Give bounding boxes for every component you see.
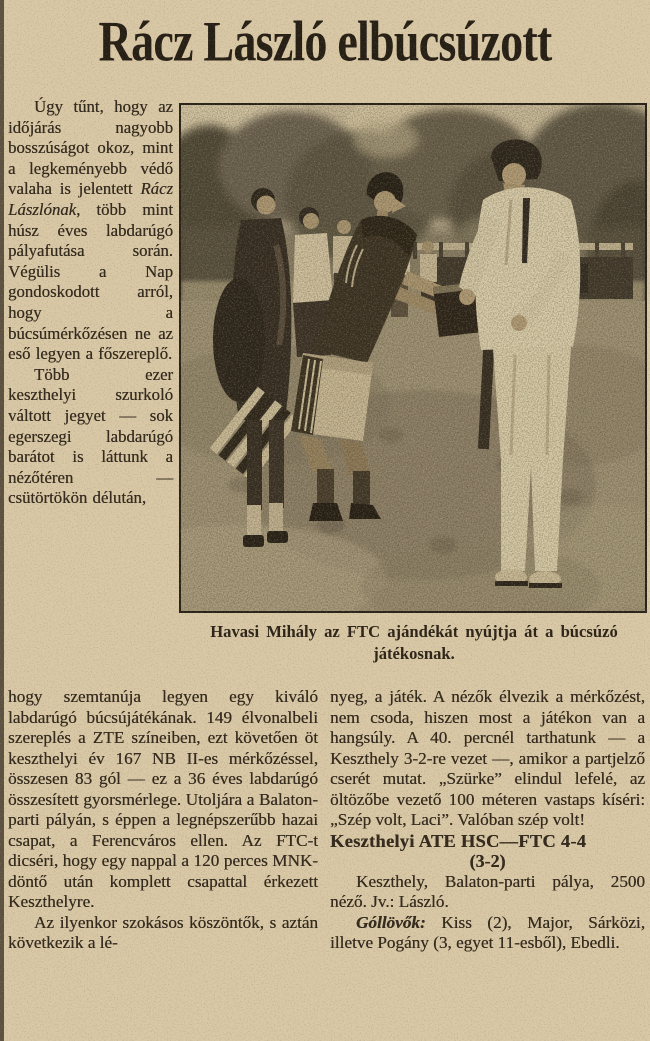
intro-text-start: Úgy tűnt, hogy az időjárás nagyobb bosszúságot okoz, mint a legkeményebb védő valaha is jelentett xyxy=(8,97,173,199)
photo-grain-light xyxy=(181,105,645,611)
column-bottom-left xyxy=(8,687,318,954)
page-edge-rule xyxy=(0,0,4,1041)
photo-illustration xyxy=(181,105,645,611)
column-bottom-right xyxy=(330,687,645,954)
paragraph-match: nyeg, a játék. A nézők élvezik a mérkőzést, nem csoda, hiszen most a játékon van a hangsúly. A 40. percnél tarthatunk — a Keszthely 3-2-re vezet —, amikor a partjelző cserét mutat. „Szürke” elindul lefelé, az öltözőbe vezető 100 méteren vastaps kíséri: „Szép volt, Laci”. Valóban szép volt! xyxy=(330,687,645,829)
paragraph-intro xyxy=(8,97,173,365)
paragraph-greetings: Az ilyenkor szokásos köszöntők, s aztán következik a lé- xyxy=(8,912,318,952)
scorers-list: Kiss (2), Major, Sárközi, illetve Pogány (3, egyet 11-esből), Ebedli. xyxy=(330,912,645,952)
paragraph-crowd: Több ezer keszthelyi szurkoló váltott jegyet — sok egerszegi labdarúgó barátot is láttunk a nézőtéren — csütörtökön délután, xyxy=(8,364,173,508)
player-name-italic: Rácz Lászlónak xyxy=(8,179,173,219)
paragraph-scorers xyxy=(330,913,645,954)
column-intro xyxy=(8,97,173,509)
scorers-label: Góllövők: xyxy=(356,912,426,932)
paragraph-venue: Keszthely, Balaton-parti pálya, 2500 néző. Jv.: László. xyxy=(330,871,645,911)
paragraph-career: hogy szemtanúja legyen egy kiváló labdarúgó búcsújátékának. 149 élvonalbeli szereplés a ZTE színeiben, ezt követően öt keszthelyi év 167 NB II-es mérkőzéssel, összesen 83 gól — ez a 36 éves labdarúgó összesített gyorsmérlege. Utoljára a Balaton-parti pályán, s éppen a legnépszerűbb hazai csapat, a Ferencváros ellen. Az FTC-t dicséri, hogy egy nappal a 120 perces MNK-döntő után komplett csapattal érkezett Keszthelyre. xyxy=(8,687,318,911)
match-result-line: Keszthelyi ATE HSC—FTC 4-4 xyxy=(330,830,587,851)
intro-text-end: , több mint húsz éves labdarúgó pályafutása során. Végülis a Nap gondoskodott arról, hogy a búcsúmérkőzésen ne az eső legyen a főszereplő. xyxy=(8,199,173,364)
halftime-result: (3-2) xyxy=(469,851,506,871)
photo-caption: Havasi Mihály az FTC ajándékát nyújtja át a búcsúzó játékosnak. xyxy=(210,622,618,663)
article-title: Rácz László elbúcsúzott xyxy=(98,9,552,74)
match-photo xyxy=(179,103,647,613)
